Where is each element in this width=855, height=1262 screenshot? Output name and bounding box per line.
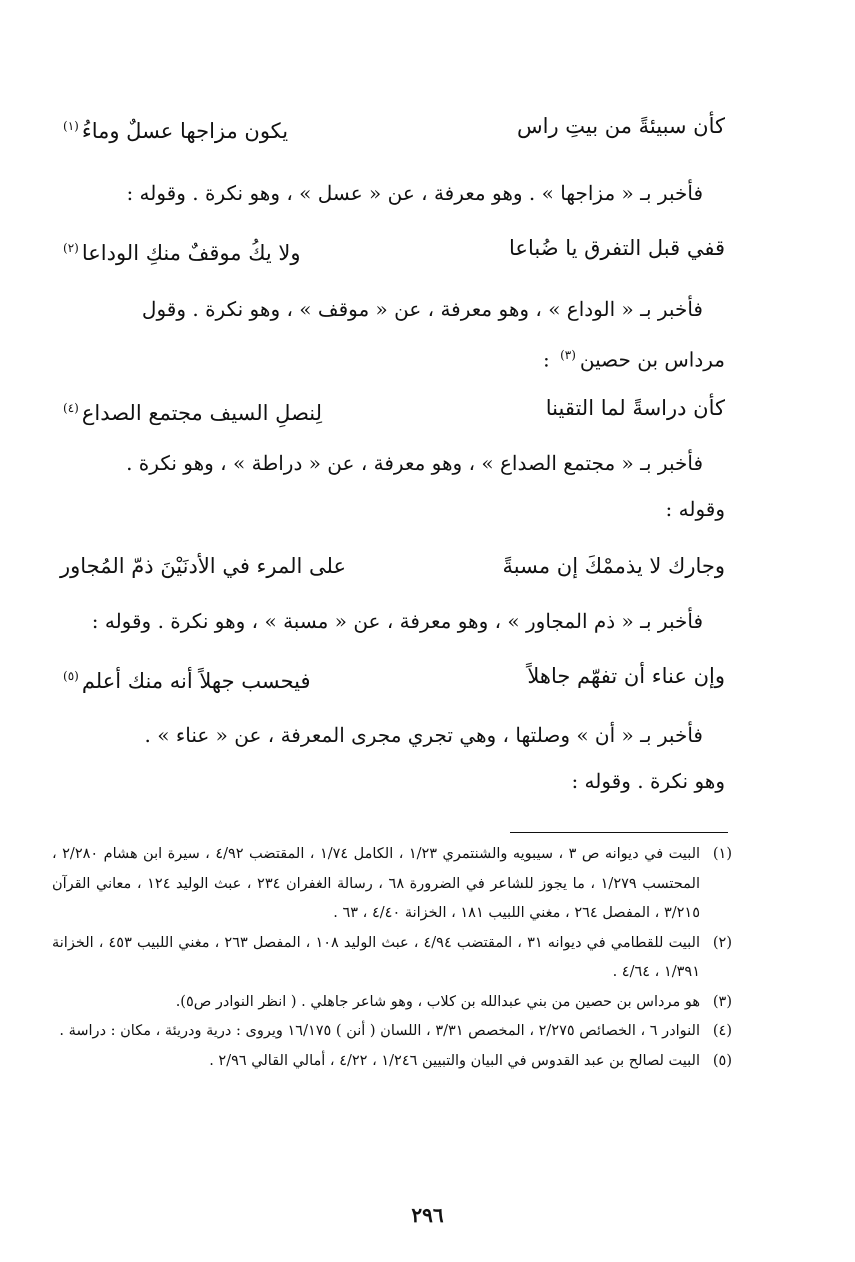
verse-3-first-hemistich: كأن دراسةً لما التقينا (545, 396, 725, 420)
footnote-number: (٣) (712, 993, 732, 1010)
footnote-2 (52, 929, 732, 988)
verse-1-first-hemistich: كأن سبيئةً من بيتِ راس (516, 114, 725, 138)
verse-4-second-hemistich: على المرء في الأدنَيْنَ ذمّ المُجاور (60, 554, 347, 578)
footnote-text: هو مرداس بن حصين من بني عبدالله بن كلاب ، وهو شاعر جاهلي . ( انظر النوادر ص٥). (175, 993, 700, 1010)
footnote-separator (510, 832, 728, 833)
page-number: ٢٩٦ (411, 1203, 444, 1227)
prose-3-continuation: وقوله : (665, 497, 725, 521)
footnotes (52, 840, 732, 1076)
footnote-number: (٤) (712, 1023, 732, 1039)
footnote-1 (52, 840, 732, 929)
footnote-ref-2: (٢) (63, 241, 79, 255)
verse-2-second-hemistich: ولا يكُ موقفٌ منكِ الوداعا (81, 241, 301, 265)
prose-5 (60, 712, 725, 804)
verse-1-second-hemistich: يكون مزاجها عسلٌ وماءُ (81, 119, 289, 143)
footnote-text: النوادر ٦ ، الخصائص ٢/٢٧٥ ، المخصص ٣/٣١ ، اللسان ( أنن ) ١٦/١٧٥ ويروى : درية ودريئة ، مكان : دراسة . (59, 1023, 700, 1039)
footnote-number: (١) (712, 846, 732, 862)
verse-5 (60, 654, 725, 698)
prose-1-text: فأخبر بـ « مزاجها » . وهو معرفة ، عن « عسل » ، وهو نكرة . وقوله : (126, 181, 703, 205)
verse-2-first-hemistich: قفي قبل التفرق يا ضُباعا (509, 236, 725, 260)
prose-2-colon: : (542, 347, 550, 372)
verse-4-first-hemistich: وجارك لا يذممْكَ إن مسبةً (502, 554, 725, 578)
prose-5-continuation: وهو نكرة . وقوله : (571, 769, 725, 793)
prose-4-text: فأخبر بـ « ذم المجاور » ، وهو معرفة ، عن « مسبة » ، وهو نكرة . وقوله : (91, 609, 703, 633)
verse-5-first-hemistich: وإن عناء أن تفهّم جاهلاً (527, 664, 725, 688)
footnote-number: (٥) (712, 1052, 732, 1069)
prose-5-text: فأخبر بـ « أن » وصلتها ، وهي تجري مجرى المعرفة ، عن « عناء » . (144, 723, 703, 747)
prose-3-text: فأخبر بـ « مجتمع الصداع » ، وهو معرفة ، عن « دراطة » ، وهو نكرة . (126, 451, 703, 475)
footnote-text: البيت لصالح بن عبد القدوس في البيان والتبيين ١/٢٤٦ ، ٤/٢٢ ، أمالي القالي ٢/٩٦ . (209, 1052, 700, 1069)
verse-3 (60, 386, 725, 430)
footnote-5 (52, 1047, 732, 1077)
verse-3-second-hemistich: لِنصلِ السيف مجتمع الصداع (81, 401, 323, 425)
prose-2-poet-name: مرداس بن حصين (579, 347, 725, 372)
prose-2-text: فأخبر بـ « الوداع » ، وهو معرفة ، عن « موقف » ، وهو نكرة . وقول (141, 297, 703, 321)
footnote-ref-1: (١) (63, 119, 79, 133)
footnote-text: البيت في ديوانه ص ٣ ، سيبويه والشنتمري ١/٢٣ ، الكامل ١/٧٤ ، المقتضب ٤/٩٢ ، سيرة ابن هشام ٢/٢٨٠ ، المحتسب ١/٢٧٩ ، ما يجوز للشاعر في الضرورة ٦٨ ، رسالة الغفران ٢٣٤ ، عبث الوليد ١٢٤ ، معاني القرآن ٣/٢١٥ ، المفصل ٢٦٤ ، مغني اللبيب ١٨١ ، الخزانة ٤/٤٠ ، ٦٣ . (52, 846, 701, 921)
footnote-ref-5: (٥) (63, 669, 79, 683)
footnote-4 (52, 1017, 732, 1047)
verse-1 (60, 104, 725, 148)
prose-4 (60, 598, 725, 644)
prose-3 (60, 440, 725, 532)
footnote-ref-3: (٣) (560, 348, 576, 362)
footnote-number: (٢) (712, 934, 732, 951)
footnote-ref-4: (٤) (63, 401, 79, 415)
verse-2 (60, 226, 725, 270)
prose-1 (60, 170, 725, 216)
verse-4 (60, 544, 725, 588)
prose-2 (60, 286, 725, 383)
footnote-text: البيت للقطامي في ديوانه ٣١ ، المقتضب ٤/٩٤ ، عبث الوليد ١٠٨ ، المفصل ٢٦٣ ، مغني اللبيب ٤٥٣ ، الخزانة ١/٣٩١ ، ٤/٦٤ . (52, 934, 701, 980)
verse-5-second-hemistich: فيحسب جهلاً أنه منك أعلم (81, 669, 311, 693)
footnote-3 (52, 988, 732, 1018)
